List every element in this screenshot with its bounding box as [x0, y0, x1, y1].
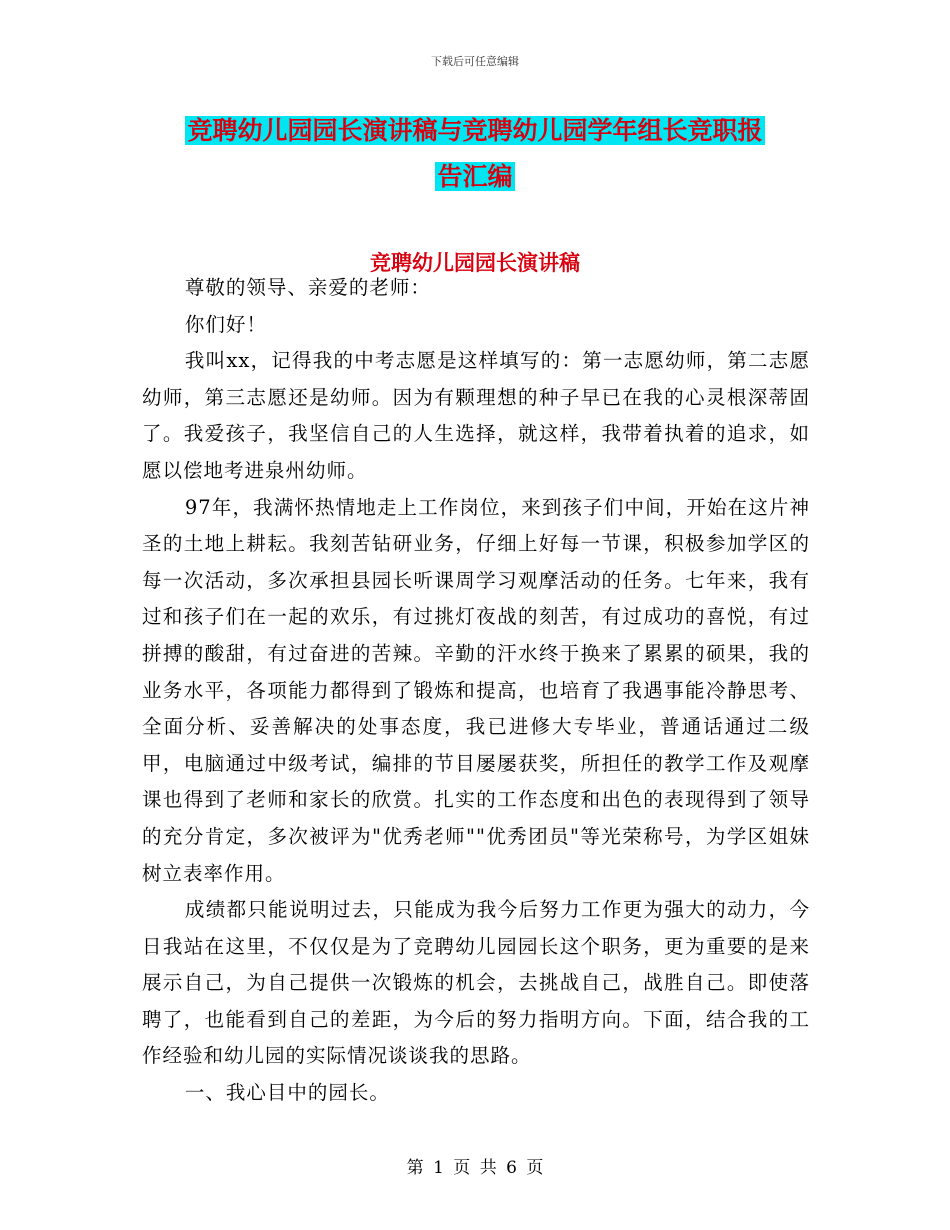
document-body	[142, 270, 810, 1112]
page-number: 第 1 页 共 6 页	[406, 1158, 544, 1178]
document-title	[0, 108, 950, 200]
paragraph-experience: 97年，我满怀热情地走上工作岗位，来到孩子们中间，开始在这片神圣的土地上耕耘。我刻苦钻研业务，仔细上好每一节课，积极参加学区的每一次活动，多次承担县园长听课周学习观摩活动的任务。七年来，我有过和孩子们在一起的欢乐，有过挑灯夜战的刻苦，有过成功的喜悦，有过拼搏的酸甜，有过奋进的苦辣。辛勤的汗水终于换来了累累的硕果，我的业务水平，各项能力都得到了锻炼和提高，也培育了我遇事能冷静思考、全面分析、妥善解决的处事态度，我已进修大专毕业，普通话通过二级甲，电脑通过中级考试，编排的节目屡屡获奖，所担任的教学工作及观摩课也得到了老师和家长的欣赏。扎实的工作态度和出色的表现得到了领导的充分肯定，多次被评为"优秀老师""优秀团员"等光荣称号，为学区姐妹树立表率作用。	[142, 495, 810, 885]
paragraph-intro: 我叫xx，记得我的中考志愿是这样填写的：第一志愿幼师，第二志愿幼师，第三志愿还是幼师。因为有颗理想的种子早已在我的心灵根深蒂固了。我爱孩子，我坚信自己的人生选择，就这样，我带着执着的追求，如愿以偿地考进泉州幼师。	[142, 349, 810, 482]
paragraph-purpose: 成绩都只能说明过去，只能成为我今后努力工作更为强大的动力，今日我站在这里，不仅仅是为了竞聘幼儿园园长这个职务，更为重要的是来展示自己，为自己提供一次锻炼的机会，去挑战自己，战胜自己。即使落聘了，也能看到自己的差距，为今后的努力指明方向。下面，结合我的工作经验和幼儿园的实际情况谈谈我的思路。	[142, 898, 810, 1068]
paragraph-greeting: 你们好！	[184, 312, 267, 336]
section-title: 竞聘幼儿园园长演讲稿	[370, 250, 580, 275]
document-title-line-2: 告汇编	[437, 162, 513, 191]
paragraph-section-heading: 一、我心目中的园长。	[184, 1081, 390, 1105]
document-title-line-1: 竞聘幼儿园园长演讲稿与竞聘幼儿园学年组长竞职报	[187, 116, 763, 145]
paragraph-salutation: 尊敬的领导、亲爱的老师：	[184, 276, 431, 299]
page-header-note: 下载后可任意编辑	[431, 55, 519, 68]
